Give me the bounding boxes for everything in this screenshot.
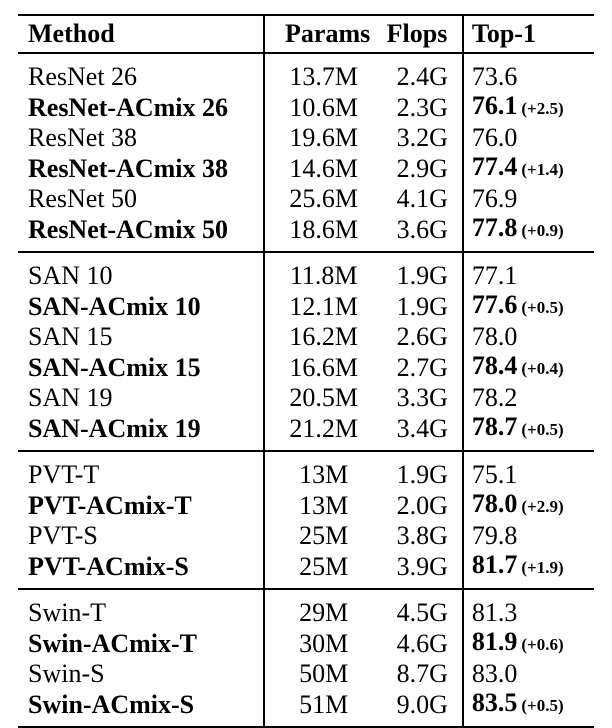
cell-method: ResNet 26 — [28, 62, 138, 91]
cell-method: ResNet 38 — [28, 123, 138, 152]
cell-params: 20.5M — [264, 383, 383, 412]
cell-flops: 3.4G — [396, 413, 448, 443]
table-row — [18, 688, 594, 727]
cell-method: Swin-ACmix-S — [28, 689, 195, 719]
table-row — [18, 91, 594, 123]
top1-gain: (+0.5) — [521, 420, 564, 439]
top1-value: 78.4 — [471, 351, 518, 380]
cell-top1 — [463, 252, 594, 290]
cell-method: SAN-ACmix 15 — [28, 352, 201, 382]
table-row — [18, 627, 594, 659]
cell-flops: 8.7G — [396, 659, 448, 688]
results-table — [18, 14, 594, 728]
table-row — [18, 383, 594, 412]
cell-flops: 3.3G — [396, 383, 448, 412]
top1-gain: (+2.9) — [521, 497, 564, 516]
cell-top1 — [463, 91, 594, 123]
cell-params: 13M — [264, 451, 383, 489]
table-row — [18, 213, 594, 252]
table-row — [18, 550, 594, 589]
cell-params: 50M — [264, 659, 383, 688]
cell-params: 10.6M — [264, 91, 383, 123]
top1-value: 77.4 — [471, 152, 518, 181]
cell-params: 25.6M — [264, 184, 383, 213]
top1-gain: (+0.9) — [521, 221, 564, 240]
top1-value: 83.0 — [471, 659, 518, 688]
cell-method: SAN 19 — [28, 383, 113, 412]
cell-flops: 2.6G — [396, 322, 448, 351]
top1-value: 78.0 — [471, 489, 518, 518]
top1-gain: (+1.9) — [521, 558, 564, 577]
top1-gain: (+0.5) — [521, 298, 564, 317]
top1-value: 76.0 — [471, 123, 518, 152]
cell-top1 — [463, 521, 594, 550]
results-table-container — [18, 14, 594, 719]
cell-flops: 2.9G — [396, 153, 448, 183]
top1-value: 75.1 — [471, 460, 518, 489]
cell-method: Swin-S — [28, 659, 105, 688]
header-method: Method — [28, 19, 115, 48]
cell-method: ResNet-ACmix 26 — [28, 92, 229, 122]
cell-params: 30M — [264, 627, 383, 659]
cell-flops: 4.5G — [396, 598, 448, 627]
table-row — [18, 412, 594, 451]
table-row — [18, 252, 594, 290]
cell-top1 — [463, 322, 594, 351]
table-row — [18, 322, 594, 351]
cell-method: PVT-S — [28, 521, 98, 550]
top1-value: 76.1 — [471, 91, 518, 120]
top1-value: 76.9 — [471, 184, 518, 213]
cell-params: 14.6M — [264, 152, 383, 184]
cell-flops: 2.3G — [396, 92, 448, 122]
cell-top1 — [463, 184, 594, 213]
cell-params: 51M — [264, 688, 383, 727]
cell-flops: 4.6G — [396, 628, 448, 658]
cell-top1 — [463, 659, 594, 688]
table-group — [18, 451, 594, 589]
cell-method: Swin-ACmix-T — [28, 628, 198, 658]
cell-top1 — [463, 351, 594, 383]
table-row — [18, 589, 594, 627]
cell-flops: 3.8G — [396, 521, 448, 550]
table-row — [18, 123, 594, 152]
table-row — [18, 489, 594, 521]
cell-params: 11.8M — [264, 252, 383, 290]
cell-params: 16.2M — [264, 322, 383, 351]
table-group — [18, 53, 594, 252]
table-header — [18, 15, 594, 53]
cell-top1 — [463, 589, 594, 627]
cell-method: SAN 10 — [28, 261, 113, 290]
table-row — [18, 659, 594, 688]
top1-value: 78.7 — [471, 412, 518, 441]
top1-gain: (+0.5) — [521, 696, 564, 715]
cell-method: SAN-ACmix 19 — [28, 413, 201, 443]
top1-gain: (+0.4) — [521, 359, 564, 378]
top1-value: 77.1 — [471, 261, 518, 290]
cell-params: 19.6M — [264, 123, 383, 152]
cell-method: ResNet-ACmix 38 — [28, 153, 229, 183]
cell-method: ResNet-ACmix 50 — [28, 214, 229, 244]
cell-method: PVT-T — [28, 460, 100, 489]
top1-gain: (+2.5) — [521, 99, 564, 118]
cell-params: 18.6M — [264, 213, 383, 252]
cell-top1 — [463, 213, 594, 252]
cell-top1 — [463, 383, 594, 412]
table-row — [18, 451, 594, 489]
cell-flops: 3.9G — [396, 551, 448, 581]
cell-method: Swin-T — [28, 598, 106, 627]
table-row — [18, 184, 594, 213]
cell-top1 — [463, 152, 594, 184]
cell-params: 12.1M — [264, 290, 383, 322]
cell-flops: 1.9G — [396, 460, 448, 489]
top1-value: 81.9 — [471, 627, 518, 656]
table-row — [18, 290, 594, 322]
cell-params: 25M — [264, 521, 383, 550]
cell-params: 25M — [264, 550, 383, 589]
header-flops: Flops — [386, 19, 448, 48]
top1-value: 78.2 — [471, 383, 518, 412]
cell-params: 29M — [264, 589, 383, 627]
cell-top1 — [463, 412, 594, 451]
cell-method: PVT-ACmix-S — [28, 551, 189, 581]
cell-flops: 3.2G — [396, 123, 448, 152]
top1-value: 83.5 — [471, 688, 518, 717]
header-top1: Top-1 — [463, 15, 594, 53]
header-params: Params — [264, 15, 383, 53]
cell-method: SAN-ACmix 10 — [28, 291, 201, 321]
table-row — [18, 152, 594, 184]
header-row — [18, 15, 594, 53]
cell-top1 — [463, 451, 594, 489]
table-group — [18, 589, 594, 727]
top1-value: 79.8 — [471, 521, 518, 550]
top1-value: 78.0 — [471, 322, 518, 351]
cell-top1 — [463, 627, 594, 659]
cell-top1 — [463, 290, 594, 322]
top1-value: 77.6 — [471, 290, 518, 319]
top1-value: 81.3 — [471, 598, 518, 627]
table-row — [18, 351, 594, 383]
top1-gain: (+0.6) — [521, 635, 564, 654]
cell-params: 13.7M — [264, 53, 383, 91]
cell-params: 13M — [264, 489, 383, 521]
cell-method: SAN 15 — [28, 322, 113, 351]
cell-method: PVT-ACmix-T — [28, 490, 192, 520]
top1-value: 73.6 — [471, 62, 518, 91]
table-row — [18, 53, 594, 91]
table-row — [18, 521, 594, 550]
cell-params: 16.6M — [264, 351, 383, 383]
cell-method: ResNet 50 — [28, 184, 138, 213]
cell-flops: 1.9G — [396, 291, 448, 321]
cell-top1 — [463, 123, 594, 152]
cell-top1 — [463, 688, 594, 727]
cell-top1 — [463, 53, 594, 91]
cell-top1 — [463, 550, 594, 589]
top1-gain: (+1.4) — [521, 160, 564, 179]
top1-value: 81.7 — [471, 550, 518, 579]
cell-flops: 9.0G — [396, 689, 448, 719]
cell-flops: 1.9G — [396, 261, 448, 290]
table-group — [18, 252, 594, 451]
cell-flops: 4.1G — [396, 184, 448, 213]
cell-flops: 3.6G — [396, 214, 448, 244]
cell-flops: 2.4G — [396, 62, 448, 91]
cell-flops: 2.7G — [396, 352, 448, 382]
cell-flops: 2.0G — [396, 490, 448, 520]
cell-top1 — [463, 489, 594, 521]
top1-value: 77.8 — [471, 213, 518, 242]
cell-params: 21.2M — [264, 412, 383, 451]
